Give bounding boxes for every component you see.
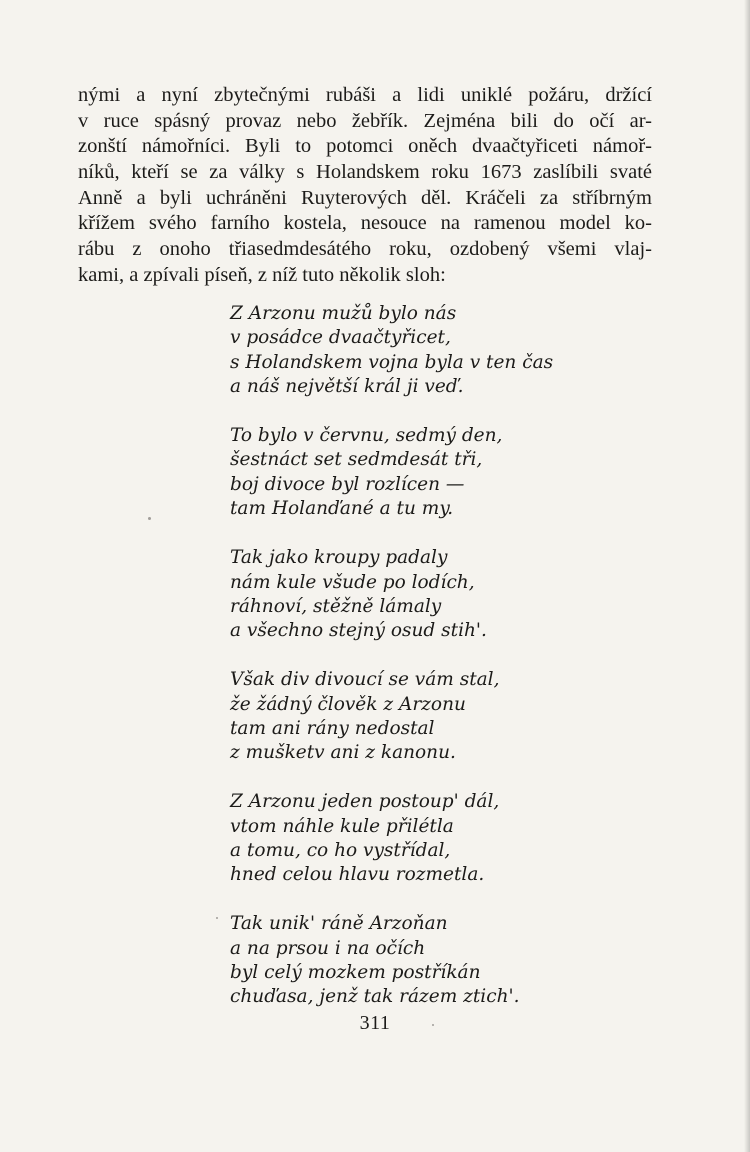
verse-line: To bylo v červnu, sedmý den, [230,425,503,447]
verse-line: z mušketv ani z kanonu. [230,742,456,764]
verse-line: chuďasa, jenž tak rázem ztich'. [230,986,520,1008]
verse-line: Tak jako kroupy padaly [230,547,448,569]
verse-line: Z Arzonu jeden postoup' dál, [230,791,500,813]
verse-line: Z Arzonu mužů bylo nás [230,303,457,324]
verse-line: že žádný člověk z Arzonu [230,693,466,715]
verse-line: boj divoce byl rozlícen — [230,473,465,495]
poem-stanza [230,912,570,1010]
verse-line: Tak unik' ráně Arzoňan [230,913,448,935]
prose-line: zonští námořníci. Byli to potomci oněch dvaačtyřiceti námoř- [78,135,652,158]
poem-stanza [230,302,570,400]
paper-speck [216,917,218,919]
poem-stanza [230,546,570,644]
poem-stanza [230,668,570,766]
verse-line: a všechno stejný osud stih'. [230,620,487,642]
poem-stanza [230,424,570,522]
prose-line: rábu z onoho třiasedmdesátého roku, ozdobený všemi vlaj- [78,238,652,261]
prose-paragraph [78,83,652,289]
verse-line: tam ani rány nedostal [230,717,435,739]
verse-line: nám kule všude po lodích, [230,571,475,593]
verse-line: a náš největší král ji veď. [230,376,464,398]
prose-line: Anně a byli uchráněni Ruyterových děl. Kráčeli za stříbrným [78,186,652,209]
paper-speck [432,1024,434,1026]
paper-speck [148,517,151,520]
verse-line: vtom náhle kule přilétla [230,815,454,837]
prose-line: kami, a zpívali píseň, z níž tuto několik sloh: [78,263,446,286]
verse-line: hned celou hlavu rozmetla. [230,864,485,886]
page-number: 311 [359,1012,391,1034]
poem [230,302,570,1034]
verse-line: s Holandskem vojna byla v ten čas [230,351,554,373]
prose-line: křížem svého farního kostela, nesouce na ramenou model ko- [78,212,652,235]
verse-line: Však div divoucí se vám stal, [230,669,500,691]
verse-line: a na prsou i na očích [230,937,426,959]
prose-line: nými a nyní zbytečnými rubáši a lidi uniklé požáru, držící [78,84,652,106]
verse-line: ráhnoví, stěžně lámaly [230,595,442,617]
verse-line: tam Holanďané a tu my. [230,498,454,520]
page-edge-shadow [744,0,750,1152]
verse-line: byl celý mozkem postříkán [230,962,481,984]
poem-stanza [230,790,570,888]
verse-line: a tomu, co ho vystřídal, [230,840,451,862]
prose-line: v ruce spásný provaz nebo žebřík. Zejména bili do očí ar- [78,109,652,132]
verse-line: v posádce dvaačtyřicet, [230,327,451,349]
prose-line: níků, kteří se za války s Holandskem roku 1673 zaslíbili svaté [78,161,652,184]
verse-line: šestnáct set sedmdesát tři, [230,449,483,471]
